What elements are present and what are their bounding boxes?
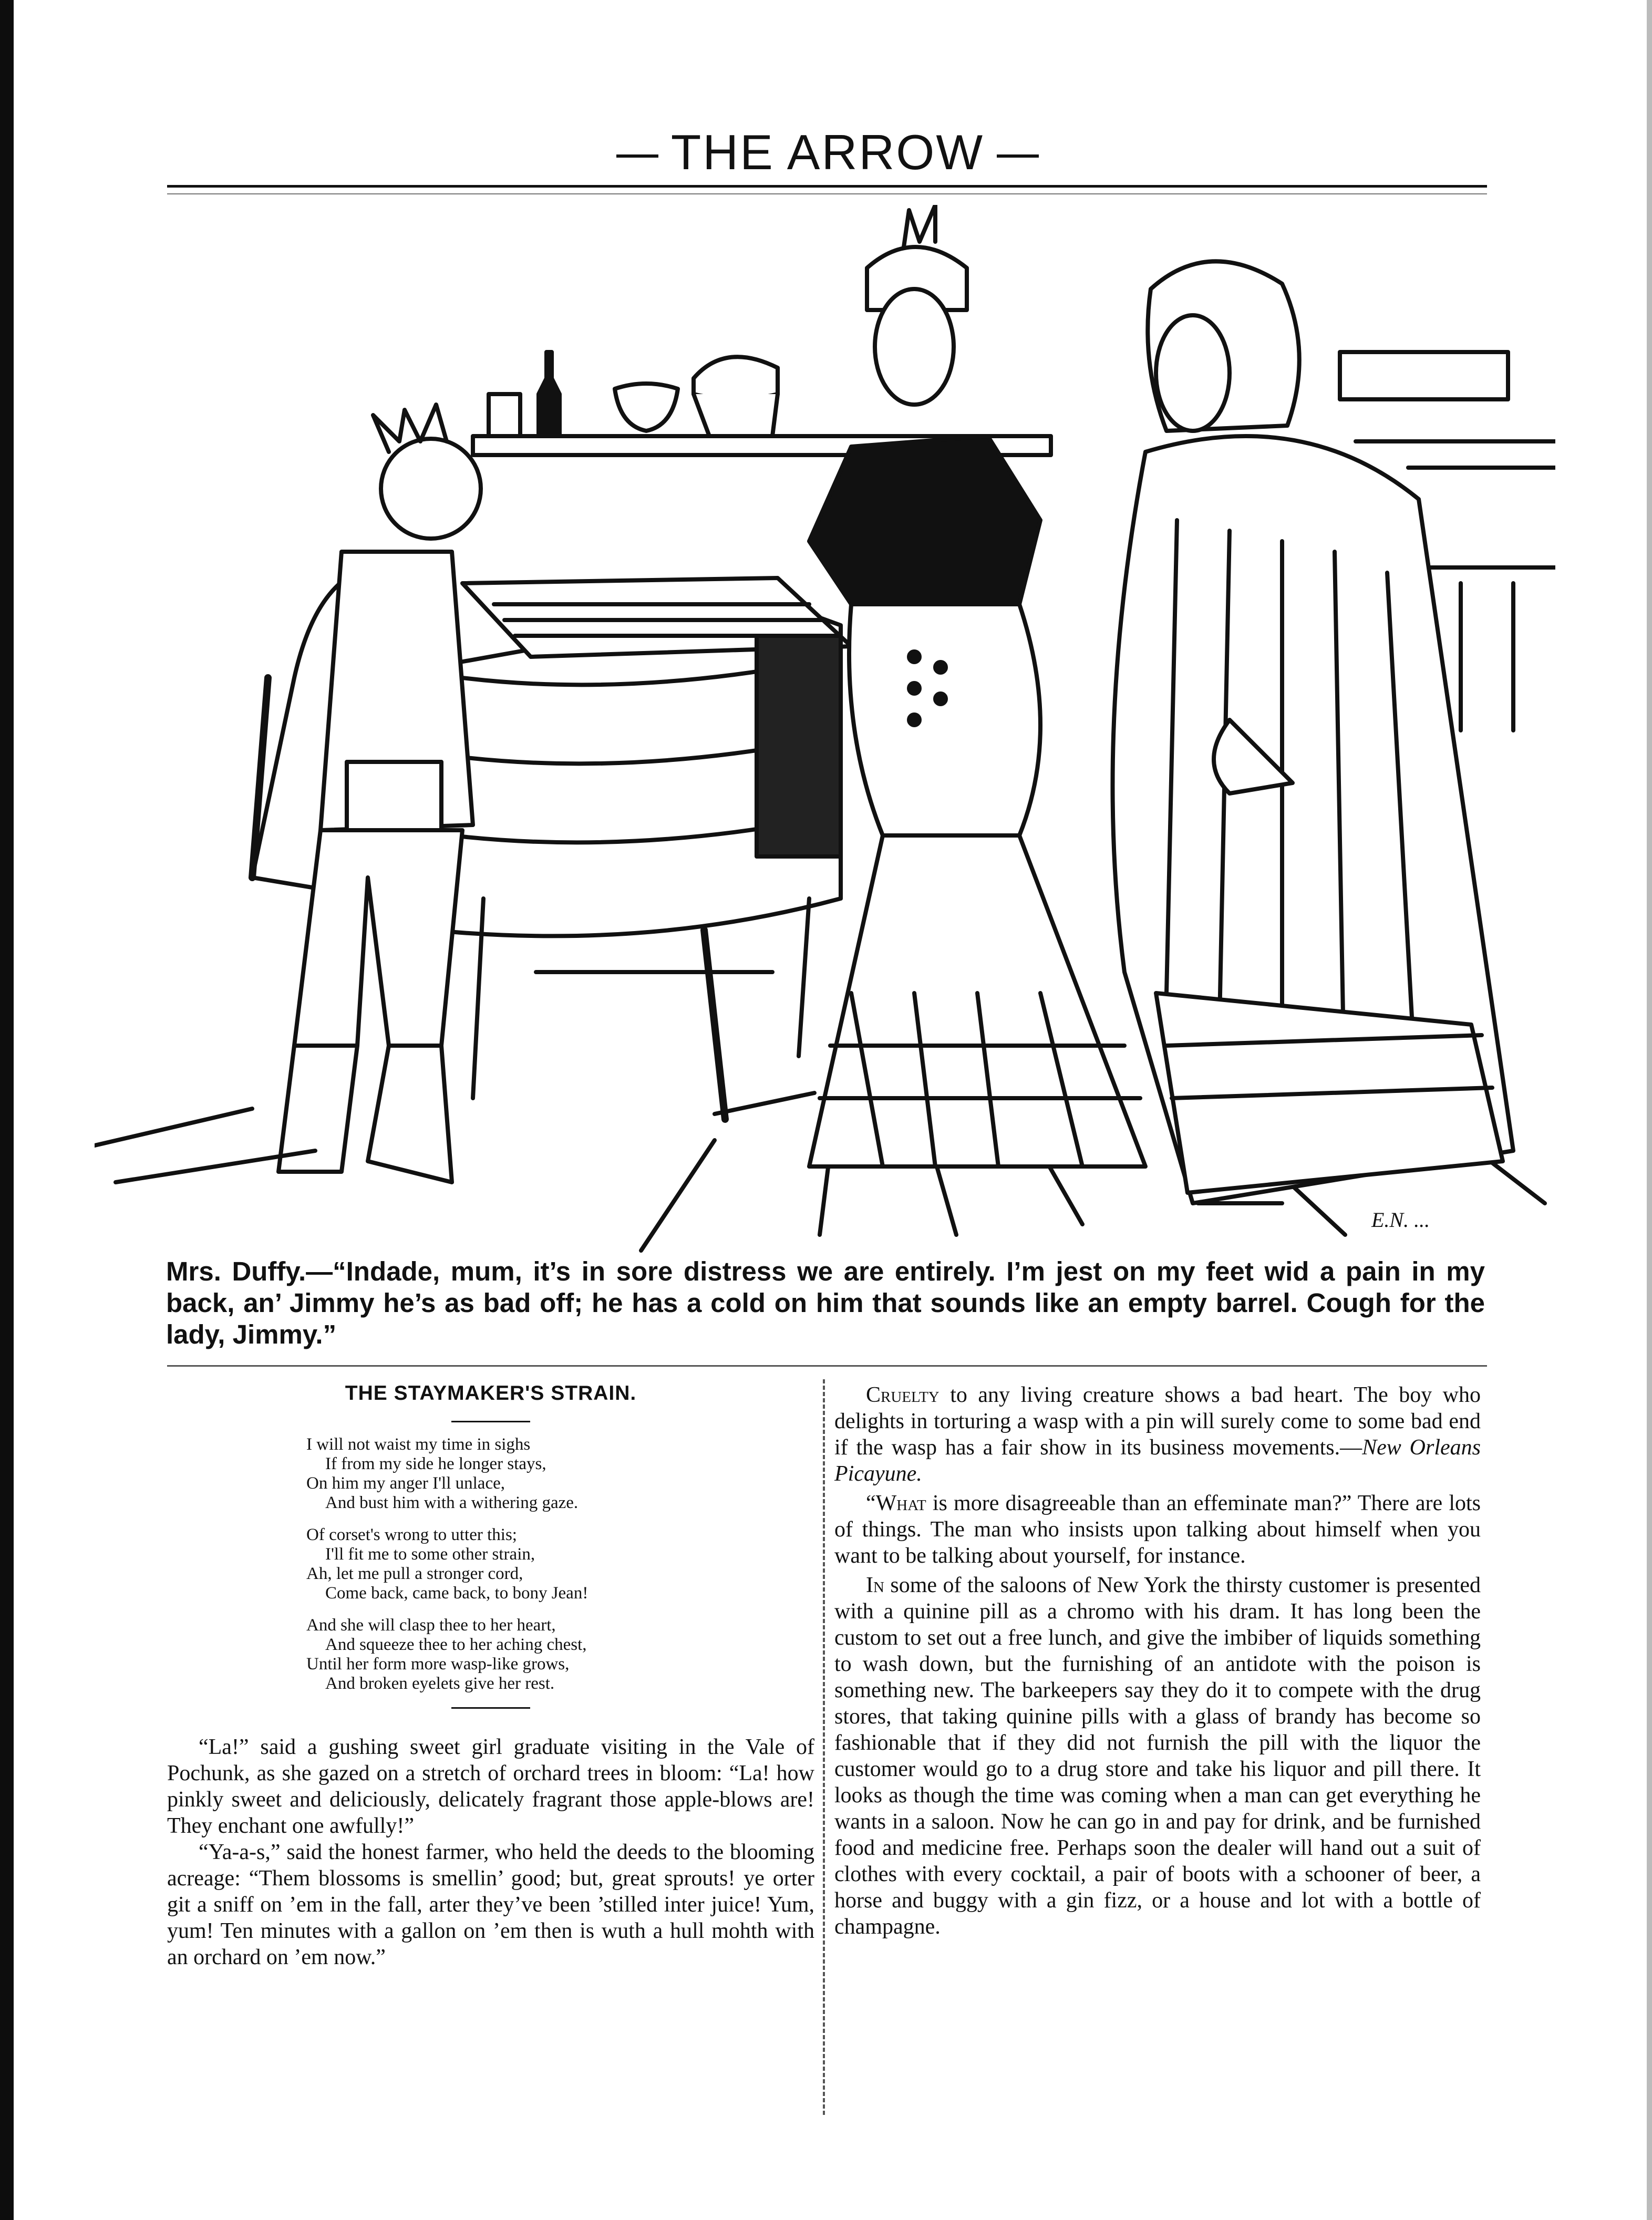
lead-word: What — [875, 1491, 926, 1515]
article-la-paragraph: “La!” said a gushing sweet girl graduate visiting in the Vale of Pochunk, as she gazed on a stretch of orchard trees in bloom: “La! how pinkly sweet and deliciously, delicately fragrant those apple-blows are! They enchant one awfully!” — [167, 1735, 814, 1838]
poem-line: Come back, came back, to bony Jean! — [325, 1584, 588, 1603]
poem-stanza-3 — [306, 1616, 814, 1694]
poem-line: And she will clasp thee to her heart, — [306, 1616, 556, 1635]
poem-line: Of corset's wrong to utter this; — [306, 1525, 517, 1544]
artist-signature: E.N. ... — [1371, 1208, 1430, 1232]
caption-text: Mrs. Duffy.—“Indade, mum, it’s in sore distress we are entirely. I’m jest on my feet wid a pain in my back, an’ Jimmy he’s as bad off; he has a cold on him that sounds like an empty barrel. Cough for the lady, Jimmy.” — [166, 1256, 1485, 1349]
masthead-dash-left — [616, 154, 658, 158]
poem-stanza-1 — [306, 1435, 814, 1513]
caption-rule — [167, 1365, 1487, 1367]
page-edge-right — [1647, 0, 1652, 2220]
article-cruelty — [834, 1382, 1481, 1487]
masthead — [173, 110, 1482, 194]
article-body: to any living creature shows a bad heart. The boy who delights in torturing a wasp with a pin will surely come to some bad end if the wasp has a fair show in its business movements.— — [834, 1383, 1481, 1460]
article-source: New Orleans Picayune. — [834, 1436, 1481, 1486]
article-farmer-paragraph: “Ya-a-s,” said the honest farmer, who held the deeds to the blooming acreage: “Them blossoms is smellin’ good; but, great sprouts! ye orter git a sniff on ’em in the fall, arter they’ve been ’stilled inter juice! Yum, yum! Ten minutes with a gallon on ’em then is wuth a hull mohth with an orchard on ’em now.” — [167, 1840, 814, 1969]
poem-line: I will not waist my time in sighs — [306, 1435, 531, 1454]
masthead-rule — [167, 185, 1487, 188]
cartoon-illustration — [95, 205, 1555, 1256]
page-edge-shadow — [0, 0, 14, 2220]
poem-end-rule — [451, 1707, 530, 1709]
article-body: is more disagreeable than an effeminate man?” There are lots of things. The man who insists upon talking about himself when you want to be talking about yourself, for instance. — [834, 1491, 1481, 1568]
article-effeminate — [834, 1490, 1481, 1569]
article-body: some of the saloons of New York the thirsty customer is presented with a quinine pill as a chromo with his dram. It has long been the custom to set out a free lunch, and give the imbiber of liquids something to wash down, but the furnishing of an antidote with the poison is something new. The barkeepers say they do it to compete with the drug stores, that taking quinine pills with a glass of brandy has become so fashionable that if they did not furnish the pill with the liquor the customer would go to a drug store and take his liquor and pill there. It looks as though the time was coming when a man can get everything he wants in a saloon. Now he can go in and pay for drink, and be furnished food and medicine free. Perhaps soon the dealer will hand out a suit of clothes with every cocktail, a pair of boots with a schooner of beer, a horse and buggy with a gin fizz, or a house and lot with a bottle of champagne. — [834, 1573, 1481, 1939]
poem-line: Until her form more wasp-like grows, — [306, 1655, 570, 1674]
cartoon-caption — [166, 1256, 1485, 1350]
lead-word: In — [866, 1573, 884, 1597]
poem-line: If from my side he longer stays, — [325, 1454, 546, 1473]
left-column — [167, 1382, 814, 1970]
masthead-title: THE ARROW — [670, 125, 985, 180]
open-quote: “ — [866, 1491, 876, 1515]
poem-line: On him my anger I'll unlace, — [306, 1474, 505, 1493]
poem-line: And bust him with a withering gaze. — [325, 1493, 579, 1512]
poem-title-rule — [451, 1421, 530, 1422]
masthead-dash-right — [997, 154, 1039, 158]
right-column — [834, 1382, 1481, 1943]
poem-stanza-2 — [306, 1525, 814, 1603]
poem-title: THE STAYMAKER'S STRAIN. — [345, 1382, 637, 1405]
poem-line: Ah, let me pull a stronger cord, — [306, 1564, 523, 1583]
masthead-rule-thin — [167, 193, 1487, 194]
article-saloons — [834, 1572, 1481, 1940]
poem-line: And squeeze thee to her aching chest, — [325, 1635, 587, 1654]
poem-line: I'll fit me to some other strain, — [325, 1545, 535, 1564]
poem-line: And broken eyelets give her rest. — [325, 1674, 555, 1693]
lead-word: Cruelty — [866, 1383, 939, 1407]
column-divider — [823, 1379, 825, 2115]
